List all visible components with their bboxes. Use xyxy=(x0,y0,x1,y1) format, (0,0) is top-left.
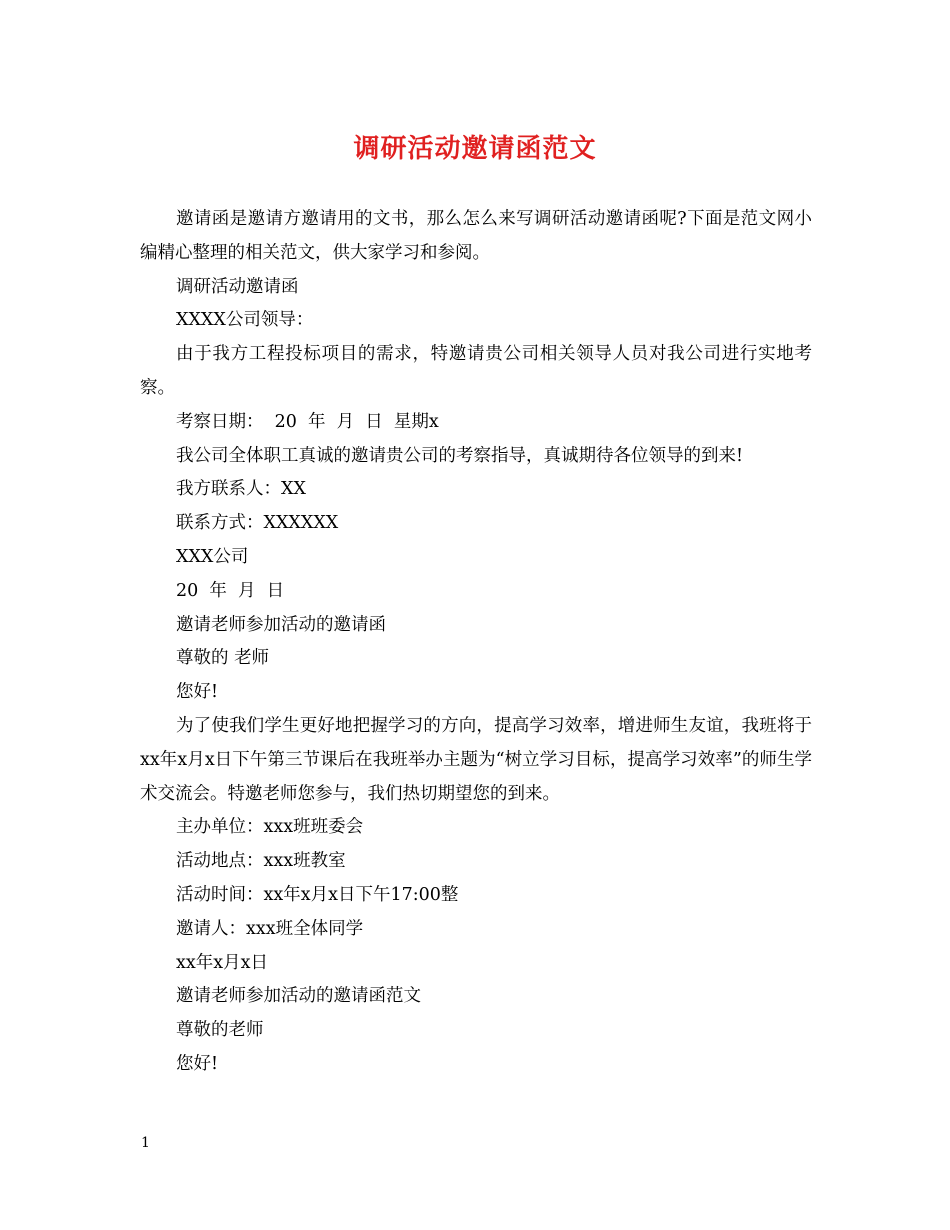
paragraph-greeting: 您好! xyxy=(176,682,219,703)
page-number: 1 xyxy=(141,1135,150,1151)
paragraph-location: 活动地点：xxx班教室 xyxy=(176,851,346,872)
paragraph-body-1: 由于我方工程投标项目的需求，特邀请贵公司相关领导人员对我公司进行实地考察。 xyxy=(140,344,812,398)
paragraph-salutation-teacher: 尊敬的 老师 xyxy=(176,648,270,669)
paragraph-inviter: 邀请人：xxx班全体同学 xyxy=(176,918,364,939)
document-title: 调研活动邀请函范文 xyxy=(353,134,597,164)
paragraph-body-3: 为了使我们学生更好地把握学习的方向，提高学习效率，增进师生友谊，我班将于xx年x月x日下午第三节课后在我班举办主题为“树立学习目标，提高学习效率”的师生学术交流会。特邀老师您参与，我们热切期望您的到来。 xyxy=(140,715,812,804)
paragraph-inspection-date: 考察日期： 20 年 月 日 星期x xyxy=(176,411,439,432)
paragraph-signature-company: XXX公司 xyxy=(176,546,249,567)
paragraph-salutation-teacher-2: 尊敬的老师 xyxy=(176,1020,264,1041)
paragraph-heading-invitation-1: 调研活动邀请函 xyxy=(176,276,299,297)
paragraph-body-2: 我公司全体职工真诚的邀请贵公司的考察指导，真诚期待各位领导的到来! xyxy=(176,445,744,466)
paragraph-heading-invitation-3: 邀请老师参加活动的邀请函范文 xyxy=(176,986,421,1007)
paragraph-salutation-company: XXXX公司领导： xyxy=(176,310,314,331)
paragraph-organizer: 主办单位：xxx班班委会 xyxy=(176,817,364,838)
paragraph-heading-invitation-2: 邀请老师参加活动的邀请函 xyxy=(176,614,386,635)
paragraph-contact-method: 联系方式：XXXXXX xyxy=(176,513,339,534)
paragraph-contact-person: 我方联系人：XX xyxy=(176,479,306,500)
paragraph-date: xx年x月x日 xyxy=(176,952,268,973)
paragraph-intro: 邀请函是邀请方邀请用的文书，那么怎么来写调研活动邀请函呢?下面是范文网小编精心整理的相关范文，供大家学习和参阅。 xyxy=(140,209,812,263)
document-body xyxy=(140,203,812,1082)
paragraph-signature-date: 20 年 月 日 xyxy=(176,580,285,601)
paragraph-greeting-2: 您好! xyxy=(176,1053,219,1074)
paragraph-time: 活动时间：xx年x月x日下午17:00整 xyxy=(176,884,459,905)
